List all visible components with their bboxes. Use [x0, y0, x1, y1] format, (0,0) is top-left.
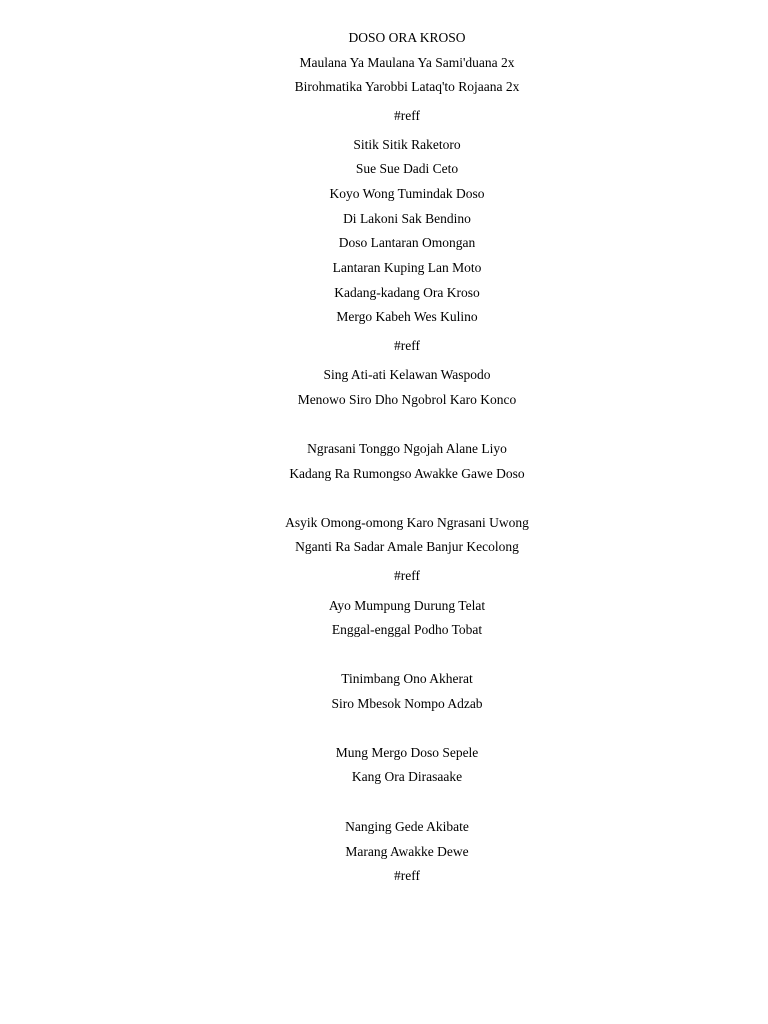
- lyric-line: Di Lakoni Sak Bendino: [343, 211, 471, 226]
- lyric-line: Doso Lantaran Omongan: [338, 235, 476, 250]
- lyric-line: Maulana Ya Maulana Ya Sami'duana 2x: [299, 55, 515, 70]
- lyric-line: Mergo Kabeh Wes Kulino: [336, 309, 478, 324]
- song-title: DOSO ORA KROSO: [348, 30, 466, 45]
- lyric-line: Sue Sue Dadi Ceto: [355, 161, 459, 176]
- lyric-line: Kadang Ra Rumongso Awakke Gawe Doso: [289, 466, 525, 481]
- lyric-line: Sitik Sitik Raketoro: [353, 137, 461, 152]
- lyric-line: Marang Awakke Dewe: [345, 844, 469, 859]
- lyric-line: Kadang-kadang Ora Kroso: [334, 285, 480, 300]
- lyric-line: Sing Ati-ati Kelawan Waspodo: [323, 367, 491, 382]
- lyric-line: Mung Mergo Doso Sepele: [335, 745, 479, 760]
- lyric-line: Koyo Wong Tumindak Doso: [329, 186, 485, 201]
- lyric-line: Kang Ora Dirasaake: [351, 769, 463, 784]
- lyric-line: Asyik Omong-omong Karo Ngrasani Uwong: [285, 515, 529, 530]
- lyric-line: Nanging Gede Akibate: [345, 819, 469, 834]
- lyric-line: Ngrasani Tonggo Ngojah Alane Liyo: [307, 441, 507, 456]
- lyric-line: Nganti Ra Sadar Amale Banjur Kecolong: [295, 539, 519, 554]
- lyric-line: Menowo Siro Dho Ngobrol Karo Konco: [297, 392, 517, 407]
- reff-marker: #reff: [394, 568, 420, 583]
- lyric-line: Enggal-enggal Podho Tobat: [331, 622, 483, 637]
- lyric-line: Birohmatika Yarobbi Lataq'to Rojaana 2x: [294, 79, 520, 94]
- reff-marker: #reff: [394, 108, 420, 123]
- lyric-line: Ayo Mumpung Durung Telat: [328, 598, 486, 613]
- lyric-line: Lantaran Kuping Lan Moto: [332, 260, 482, 275]
- lyric-line: Tinimbang Ono Akherat: [341, 671, 473, 686]
- reff-marker: #reff: [394, 338, 420, 353]
- lyric-line: Siro Mbesok Nompo Adzab: [331, 696, 483, 711]
- reff-marker: #reff: [394, 868, 420, 883]
